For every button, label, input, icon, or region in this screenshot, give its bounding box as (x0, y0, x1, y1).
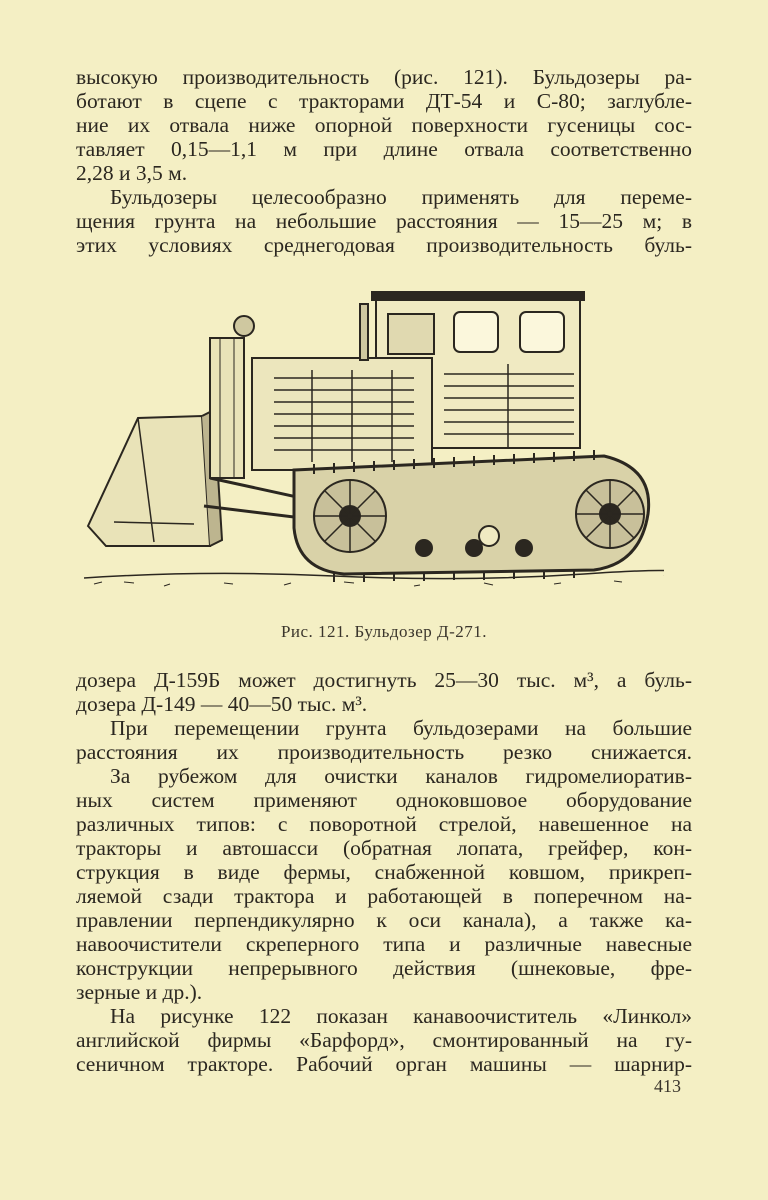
text-line: За рубежом для очистки каналов гидромелиоратив- (110, 764, 692, 788)
text-line: тавляет 0,15—1,1 м при длине отвала соответственно (76, 137, 692, 161)
text-block-bottom (76, 668, 692, 1076)
text-line: конструкции непрерывного действия (шнековые, фре- (76, 956, 692, 980)
text-line: тракторы и автошасси (обратная лопата, грейфер, кон- (76, 836, 692, 860)
text-line: Бульдозеры целесообразно применять для переме- (110, 185, 692, 209)
text-line: английской фирмы «Барфорд», смонтированный на гу- (76, 1028, 692, 1052)
text-line: дозера Д-149 — 40—50 тыс. м³. (76, 692, 368, 716)
text-line: 2,28 и 3,5 м. (76, 161, 188, 185)
text-line: различных типов: с поворотной стрелой, навешенное на (76, 812, 692, 836)
page-number: 413 (654, 1076, 681, 1096)
text-line: струкция в виде фермы, снабженной ковшом, прикреп- (76, 860, 692, 884)
text-line: ние их отвала ниже опорной поверхности гусеницы сос- (76, 113, 692, 137)
text-line: навоочистители скреперного типа и различные навесные (76, 932, 692, 956)
text-line: дозера Д-159Б может достигнуть 25—30 тыс. м³, а буль- (76, 668, 692, 692)
text-line: щения грунта на небольшие расстояния — 15—25 м; в (76, 209, 692, 233)
text-block-top (76, 65, 692, 257)
text-line: При перемещении грунта бульдозерами на большие (110, 716, 692, 740)
text-line: этих условиях среднегодовая производительность буль- (76, 233, 692, 257)
text-line: правлении перпендикулярно к оси канала), а также ка- (76, 908, 692, 932)
text-line: ных систем применяют одноковшовое оборудование (76, 788, 692, 812)
text-line: сеничном тракторе. Рабочий орган машины — шарнир- (76, 1052, 692, 1076)
text-line: ботают в сцепе с тракторами ДТ-54 и С-80; заглубле- (76, 89, 692, 113)
bulldozer-illustration (84, 278, 664, 596)
text-line: На рисунке 122 показан канавоочиститель «Линкол» (110, 1004, 692, 1028)
text-line: зерные и др.). (76, 980, 203, 1004)
text-line: ляемой сзади трактора и работающей в поперечном на- (76, 884, 692, 908)
text-line: высокую производительность (рис. 121). Бульдозеры ра- (76, 65, 692, 89)
text-line: расстояния их производительность резко снижается. (76, 740, 692, 764)
figure-caption: Рис. 121. Бульдозер Д-271. (280, 622, 488, 641)
